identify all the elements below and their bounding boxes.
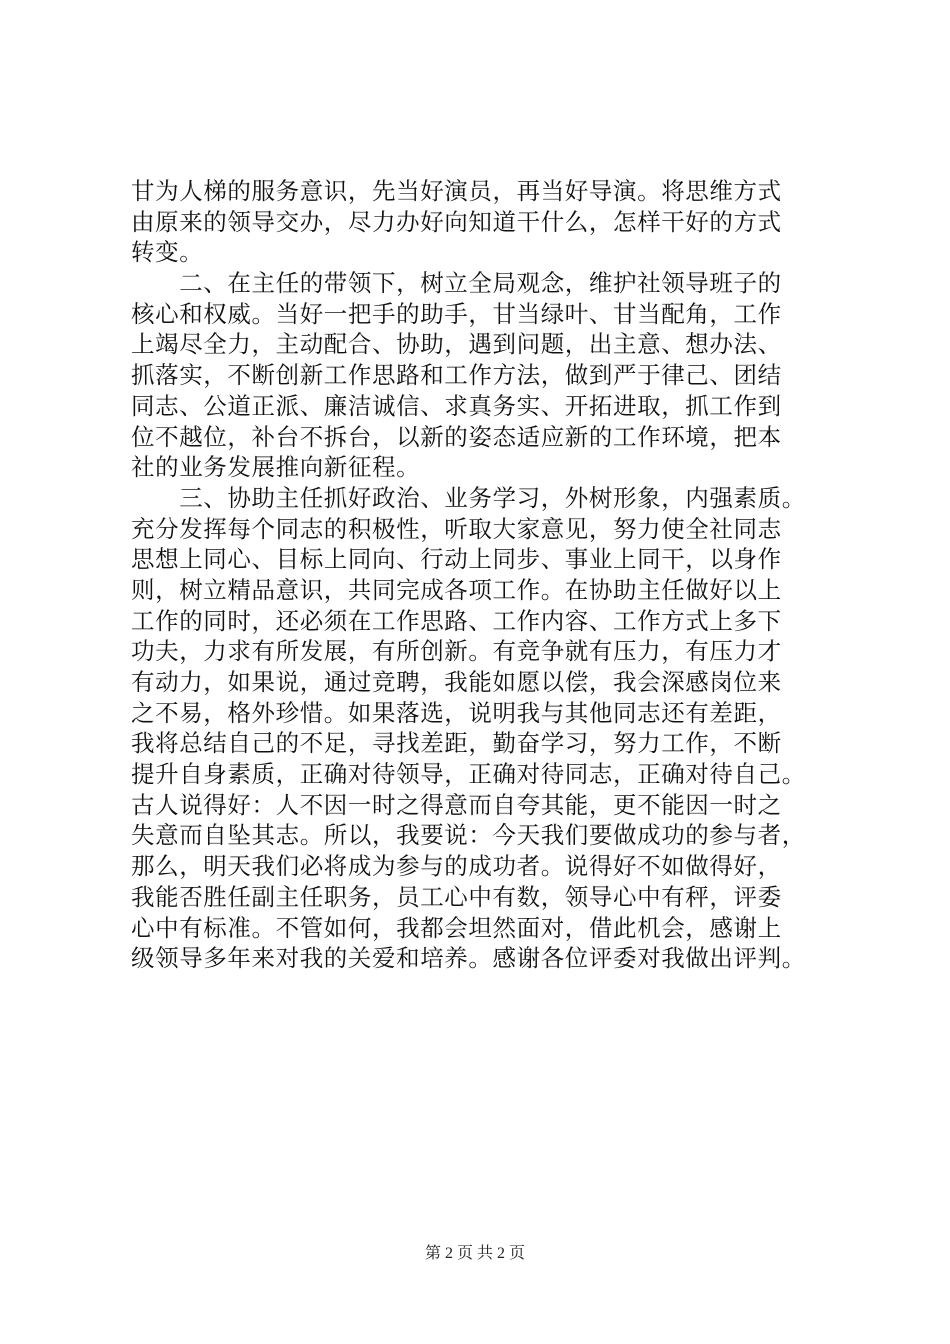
text-line: 位不越位，补台不拆台，以新的姿态适应新的工作环境，把本 (131, 422, 782, 451)
text-line: 转变。 (131, 238, 204, 267)
text-line: 失意而自坠其志。所以，我要说：今天我们要做成功的参与者， (131, 821, 806, 850)
text-line: 二、在主任的带领下，树立全局观念，维护社领导班子的 (131, 269, 782, 298)
text-line: 那么，明天我们必将成为参与的成功者。说得好不如做得好， (131, 852, 782, 881)
text-line: 由原来的领导交办，尽力办好向知道干什么，怎样干好的方式 (131, 207, 782, 236)
text-line: 三、协助主任抓好政治、业务学习，外树形象，内强素质。 (131, 483, 806, 512)
text-line: 充分发挥每个同志的积极性，听取大家意见，努力使全社同志 (131, 514, 782, 543)
text-line: 之不易，格外珍惜。如果落选，说明我与其他同志还有差距， (131, 698, 782, 727)
text-line: 有动力，如果说，通过竞聘，我能如愿以偿，我会深感岗位来 (131, 668, 782, 696)
text-line: 我能否胜任副主任职务，员工心中有数，领导心中有秤，评委 (131, 882, 782, 911)
text-line: 级领导多年来对我的关爱和培养。感谢各位评委对我做出评判。 (131, 944, 806, 973)
text-line: 同志、公道正派、廉洁诚信、求真务实、开拓进取，抓工作到 (131, 391, 782, 420)
text-line: 社的业务发展推向新征程。 (131, 453, 421, 482)
text-line: 则，树立精品意识，共同完成各项工作。在协助主任做好以上 (131, 575, 782, 604)
text-line: 我将总结自己的不足，寻找差距，勤奋学习，努力工作，不断 (131, 729, 782, 758)
page-number-footer: 第 2 页 共 2 页 (424, 1245, 525, 1262)
text-line: 抓落实，不断创新工作思路和工作方法，做到严于律己、团结 (131, 361, 782, 390)
document-body (131, 176, 831, 974)
text-line: 提升自身素质，正确对待领导，正确对待同志，正确对待自己。 (131, 760, 806, 789)
text-line: 功夫，力求有所发展，有所创新。有竞争就有压力，有压力才 (131, 637, 782, 666)
text-line: 上竭尽全力，主动配合、协助，遇到问题，出主意、想办法、 (131, 330, 782, 359)
text-line: 古人说得好：人不因一时之得意而自夸其能，更不能因一时之 (131, 790, 782, 819)
text-line: 工作的同时，还必须在工作思路、工作内容、工作方式上多下 (131, 606, 782, 635)
text-line: 思想上同心、目标上同向、行动上同步、事业上同干，以身作 (131, 545, 782, 574)
text-line: 核心和权威。当好一把手的助手，甘当绿叶、甘当配角，工作 (131, 299, 782, 328)
text-line: 心中有标准。不管如何，我都会坦然面对，借此机会，感谢上 (131, 913, 782, 942)
text-line: 甘为人梯的服务意识，先当好演员，再当好导演。将思维方式 (131, 177, 782, 205)
